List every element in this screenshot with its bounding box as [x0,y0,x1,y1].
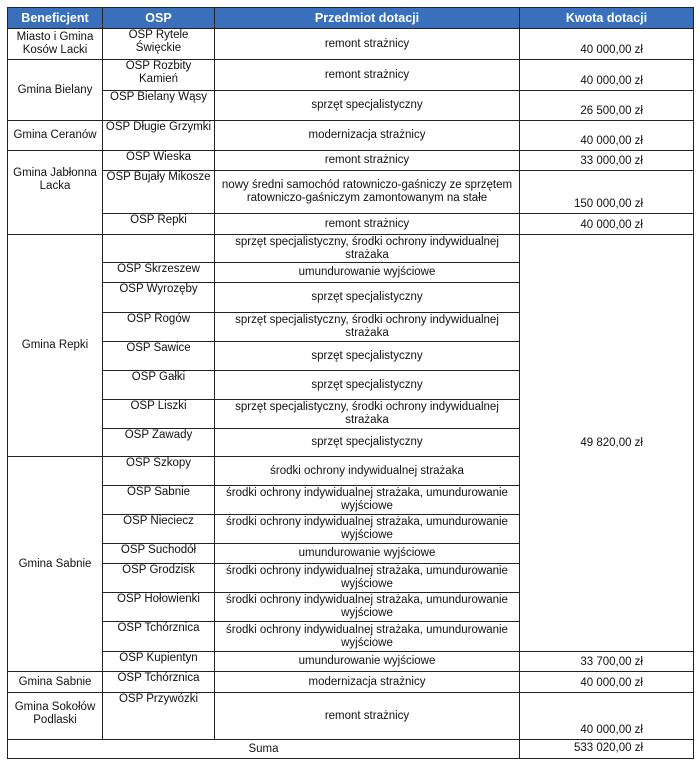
subject-cell: umundurowanie wyjściowe [215,544,520,564]
table-header-row [8,8,694,29]
amount-cell: 40 000,00 zł [520,60,694,91]
subject-cell: środki ochrony indywidualnej strażaka, umundurowanie wyjściowe [215,564,520,593]
beneficiary-cell: Gmina Repki [8,235,103,457]
subject-cell: remont strażnicy [215,60,520,91]
osp-cell: OSP Przywózki [103,693,215,740]
subject-cell: sprzęt specjalistyczny, środki ochrony indywidualnej strażaka [215,400,520,429]
subject-cell: nowy średni samochód ratowniczo-gaśniczy ze sprzętem ratowniczo-gaśniczym zamontowanym na stałe [215,171,520,214]
beneficiary-cell: Gmina Jabłonna Lacka [8,151,103,235]
subject-cell: remont strażnicy [215,693,520,740]
osp-cell: OSP Suchodół [103,544,215,564]
table-row [8,171,694,214]
table-row [8,235,694,263]
osp-cell: OSP Zawady [103,429,215,457]
osp-cell: OSP Wieska [103,151,215,171]
amount-cell: 26 500,00 zł [520,91,694,121]
osp-cell: OSP Rytele Święckie [103,29,215,60]
table-row [8,60,694,91]
amount-cell: 40 000,00 zł [520,693,694,740]
osp-cell: OSP Sawice [103,342,215,371]
osp-cell: OSP Repki [103,214,215,235]
sum-row [8,740,694,759]
amount-cell: 49 820,00 zł [520,235,694,652]
osp-cell: OSP Bujały Mikosze [103,171,215,214]
osp-cell: OSP Kupientyn [103,652,215,672]
beneficiary-cell: Gmina Sabnie [8,457,103,672]
amount-cell: 40 000,00 zł [520,672,694,693]
subject-cell: remont strażnicy [215,151,520,171]
amount-cell: 40 000,00 zł [520,214,694,235]
table-row [8,29,694,60]
header-osp: OSP [103,8,215,29]
osp-cell: OSP Nieciecz [103,515,215,544]
document-page [7,7,693,763]
subject-cell: umundurowanie wyjściowe [215,263,520,283]
subject-cell: środki ochrony indywidualnej strażaka, umundurowanie wyjściowe [215,622,520,652]
subject-cell: remont strażnicy [215,214,520,235]
osp-cell: OSP Rozbity Kamień [103,60,215,91]
osp-cell: OSP Hołowienki [103,593,215,622]
subject-cell: sprzęt specjalistyczny, środki ochrony indywidualnej strażaka [215,235,520,263]
osp-cell: OSP Szkopy [103,457,215,486]
table-row [8,214,694,235]
subject-cell: sprzęt specjalistyczny [215,371,520,400]
subject-cell: sprzęt specjalistyczny [215,91,520,121]
osp-cell: OSP Tchórznica [103,622,215,652]
beneficiary-cell: Gmina Ceranów [8,121,103,151]
sum-label: Suma [8,740,520,759]
osp-cell: OSP Grodzisk [103,564,215,593]
osp-cell: OSP Liszki [103,400,215,429]
osp-cell: OSP Bielany Wąsy [103,91,215,121]
osp-cell: OSP Rogów [103,313,215,342]
table-row [8,151,694,171]
table-row [8,91,694,121]
subsidy-table [7,7,694,759]
sum-amount: 533 020,00 zł [520,740,694,759]
amount-cell: 33 000,00 zł [520,151,694,171]
osp-cell: OSP Skrzeszew [103,263,215,283]
amount-cell: 40 000,00 zł [520,121,694,151]
beneficiary-cell: Gmina Sokołów Podlaski [8,693,103,740]
osp-cell [103,235,215,263]
table-row [8,652,694,672]
osp-cell: OSP Wyrozęby [103,283,215,313]
header-beneficjent: Beneficjent [8,8,103,29]
amount-cell: 150 000,00 zł [520,171,694,214]
table-row [8,693,694,740]
osp-cell: OSP Sabnie [103,486,215,515]
table-row [8,121,694,151]
beneficiary-cell: Gmina Bielany [8,60,103,121]
subject-cell: modernizacja strażnicy [215,672,520,693]
osp-cell: OSP Gałki [103,371,215,400]
subject-cell: środki ochrony indywidualnej strażaka, umundurowanie wyjściowe [215,486,520,515]
subject-cell: umundurowanie wyjściowe [215,652,520,672]
subject-cell: sprzęt specjalistyczny [215,429,520,457]
amount-cell: 33 700,00 zł [520,652,694,672]
subject-cell: środki ochrony indywidualnej strażaka, umundurowanie wyjściowe [215,593,520,622]
subject-cell: sprzęt specjalistyczny, środki ochrony indywidualnej strażaka [215,313,520,342]
osp-cell: OSP Długie Grzymki [103,121,215,151]
subject-cell: sprzęt specjalistyczny [215,342,520,371]
header-kwota: Kwota dotacji [520,8,694,29]
header-przedmiot: Przedmiot dotacji [215,8,520,29]
amount-cell: 40 000,00 zł [520,29,694,60]
subject-cell: modernizacja strażnicy [215,121,520,151]
osp-cell: OSP Tchórznica [103,672,215,693]
beneficiary-cell: Gmina Sabnie [8,672,103,693]
subject-cell: środki ochrony indywidualnej strażaka [215,457,520,486]
subject-cell: środki ochrony indywidualnej strażaka, umundurowanie wyjściowe [215,515,520,544]
beneficiary-cell: Miasto i Gmina Kosów Lacki [8,29,103,60]
subject-cell: remont strażnicy [215,29,520,60]
subject-cell: sprzęt specjalistyczny [215,283,520,313]
table-row [8,672,694,693]
